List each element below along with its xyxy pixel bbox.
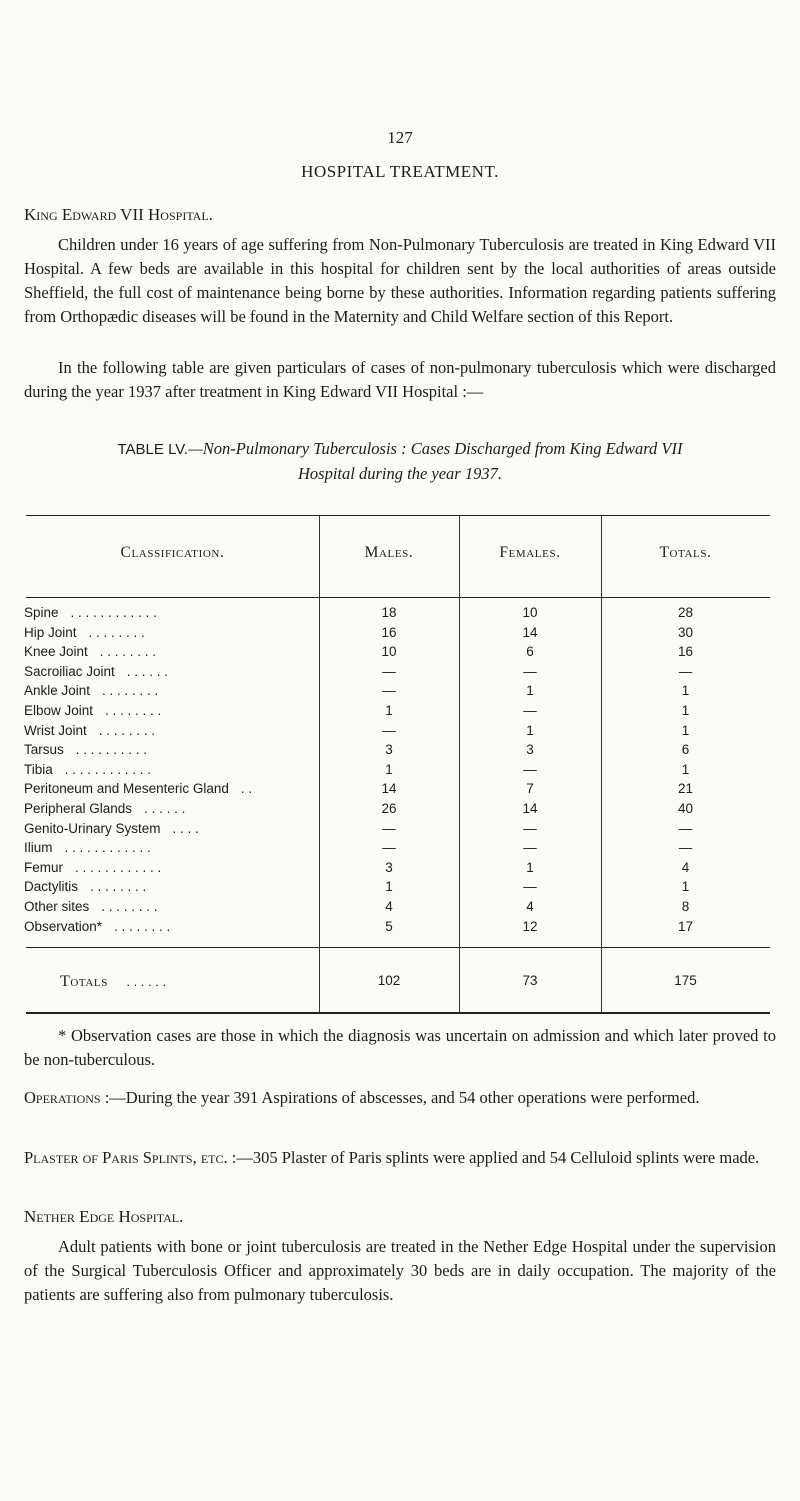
intro-paragraph [24,233,776,329]
totals-label-text: Totals [60,973,108,990]
cell-males: 10 [381,644,397,660]
row-label-dots: . . [240,781,253,797]
row-label-text: Elbow Joint [24,703,94,718]
table-caption-line2: Hospital during the year 1937. [298,464,502,483]
table-row [0,605,800,623]
row-label-dots: . . . . . . . . [102,683,159,699]
cell-totals: 28 [677,605,694,620]
cell-totals: — [678,663,693,679]
cell-females: — [523,703,537,718]
table-bottom-rule [26,1012,770,1014]
row-label-dots: . . . . . . . . . . . . [64,761,152,777]
row-label [24,644,316,659]
row-label [24,723,316,738]
row-label-dots: . . . . [172,820,199,836]
table-row [0,703,800,721]
operations-label: Operations [24,1088,101,1107]
row-label [24,742,316,757]
row-label-text: Tarsus [24,742,64,758]
row-label-dots: . . . . . . [126,663,169,679]
col-header-totals: Totals. [659,544,712,561]
row-label [24,625,316,640]
row-label-dots: . . . . . . . . [88,624,145,640]
cell-females: 3 [526,742,534,758]
row-label-text: Tibia [24,761,53,777]
totals-females: 73 [522,973,538,988]
row-label-dots: . . . . . . . . . . . . [64,840,151,856]
cell-females: 1 [526,859,534,875]
row-label [24,840,316,855]
cell-totals: 30 [677,624,694,640]
totals-totals: 175 [674,973,697,988]
cell-males: 1 [385,879,393,895]
nether-edge-text: Adult patients with bone or joint tuberculosis are treated in the Nether Edge Hospital under the supervision of the Surgical Tuberculosis Officer and approximately 30 beds are in daily occupation. The majority of the patients are suffering also from pulmonary tuberculosis. [24,1237,776,1304]
col-header-males: Males. [364,544,414,561]
cell-females: 6 [526,644,534,660]
cell-females: 1 [526,683,534,699]
cell-totals: — [678,840,693,856]
section-title-nether-edge: Nether Edge Hospital. [24,1207,184,1226]
cell-males: 18 [381,605,397,620]
section-title-king-edward: King Edward VII Hospital. [24,205,213,224]
row-label [24,683,316,698]
row-label-text: Knee Joint [24,644,88,660]
cell-males: 5 [385,918,393,934]
row-label [24,860,316,875]
row-label-text: Ankle Joint [24,683,91,699]
operations-paragraph [24,1086,776,1110]
row-label [24,821,316,836]
cell-totals: 1 [681,761,690,777]
table-row [0,821,800,839]
plaster-text: :—305 Plaster of Paris splints were applied and 54 Celluloid splints were made. [227,1148,760,1167]
row-label-text: Observation* [24,918,103,934]
row-label-text: Sacroiliac Joint [24,663,115,679]
cell-males: — [382,663,396,679]
cell-females: 14 [522,624,538,640]
footnote [24,1024,776,1072]
cell-totals: 17 [677,918,694,934]
table-row [0,781,800,799]
row-label-dots: . . . . . . . . [90,879,147,895]
cell-females: — [523,840,537,856]
cell-females: 12 [522,918,538,934]
plaster-paragraph [24,1146,776,1170]
cell-males: — [382,840,396,856]
cell-females: 1 [526,722,534,738]
cell-males: 26 [381,801,397,816]
cell-females: 7 [526,781,534,797]
row-label-text: Ilium [24,840,53,856]
row-label-text: Spine [24,605,59,620]
totals-label-dots: . . . . . . [126,974,167,989]
row-label-dots: . . . . . . . . [99,644,157,660]
cell-females: — [523,761,537,777]
cell-females: 14 [522,801,538,816]
row-label-text: Genito-Urinary System [24,820,161,836]
table-caption [30,437,770,486]
row-label-dots: . . . . . . . . . . . . [70,605,157,620]
cell-males: 4 [385,899,393,914]
row-label-dots: . . . . . . . . . . [75,742,148,758]
cell-males: — [382,820,396,836]
page-heading: HOSPITAL TREATMENT. [301,162,499,181]
table-intro-paragraph [24,356,776,404]
table-row [0,664,800,682]
table-row [0,644,800,662]
cell-totals: 1 [681,703,690,718]
cell-males: 1 [385,761,393,777]
table-body-rule [26,947,770,948]
row-label [24,879,316,894]
cell-totals: 40 [677,801,694,816]
table-row [0,742,800,760]
cell-females: — [523,879,537,895]
table-header-rule [26,597,770,598]
cell-males: 16 [381,624,397,640]
row-label-text: Femur [24,859,64,875]
cell-females: 4 [526,899,534,914]
row-label [24,781,316,796]
row-label-dots: . . . . . . . . . . . . [75,859,162,875]
row-label [24,605,316,620]
cell-males: 1 [385,703,393,718]
cell-males: 3 [385,742,393,758]
col-header-females: Females. [499,544,561,561]
row-label-text: Hip Joint [24,624,77,640]
cell-totals: 1 [681,683,690,699]
row-label-text: Dactylitis [24,879,79,895]
table-row [0,860,800,878]
page-number: 127 [387,128,413,147]
cell-totals: 4 [681,859,690,875]
totals-label [60,973,166,991]
footnote-text: * Observation cases are those in which the diagnosis was uncertain on admission and which later proved to be non-tuberculous. [24,1026,776,1069]
row-label [24,919,316,934]
row-label [24,899,316,914]
table-row [0,801,800,819]
plaster-label: Plaster of Paris Splints, etc. [24,1148,228,1167]
cell-males: 14 [381,781,397,797]
totals-males: 102 [377,973,401,988]
row-label-dots: . . . . . . . . [105,703,162,718]
table-row [0,683,800,701]
cell-males: — [382,722,396,738]
row-label-text: Wrist Joint [24,722,87,738]
cell-totals: 1 [681,879,690,895]
table-row [0,762,800,780]
intro-paragraph-text: Children under 16 years of age suffering from Non-Pulmonary Tuberculosis are treated in King Edward VII Hospital. A few beds are available in this hospital for children sent by the local authorities of areas outside Sheffield, the full cost of maintenance being borne by these authorities. Information regarding patients suffering from Orthopædic diseases will be found in the Maternity and Child Welfare section of this Report. [24,235,776,326]
row-label [24,762,316,777]
row-label [24,664,316,679]
table-row [0,919,800,937]
row-label-dots: . . . . . . . . [114,918,171,934]
row-label-text: Other sites [24,899,90,914]
cell-females: — [523,820,537,836]
row-label [24,801,316,816]
cell-totals: 1 [681,722,690,738]
row-label [24,703,316,718]
cell-totals: — [678,820,693,836]
cell-totals: 21 [677,781,694,797]
cell-males: — [382,683,396,699]
cell-totals: 8 [681,899,690,914]
cell-totals: 6 [681,742,690,758]
table-label: TABLE LV. [117,441,189,458]
row-label-dots: . . . . . . [144,801,186,816]
row-label-dots: . . . . . . . . [98,722,156,738]
row-label-dots: . . . . . . . . [101,899,158,914]
table-row [0,840,800,858]
cell-females: — [523,663,537,679]
table-row [0,625,800,643]
table-row [0,899,800,917]
table-row [0,879,800,897]
table-intro-text: In the following table are given particulars of cases of non-pulmonary tuberculosis which were discharged during the year 1937 after treatment in King Edward VII Hospital :— [24,358,776,401]
table-row [0,723,800,741]
cell-totals: 16 [677,644,694,660]
row-label-text: Peripheral Glands [24,801,133,816]
operations-text: :—During the year 391 Aspirations of abscesses, and 54 other operations were performed. [100,1088,700,1107]
row-label-text: Peritoneum and Mesenteric Gland [24,781,229,797]
nether-edge-paragraph [24,1235,776,1307]
table-top-rule [26,515,770,516]
table-caption-line1: —Non-Pulmonary Tuberculosis : Cases Discharged from King Edward VII [188,439,683,458]
cell-females: 10 [522,605,538,620]
col-header-classification: Classification. [120,544,225,561]
cell-males: 3 [385,859,393,875]
